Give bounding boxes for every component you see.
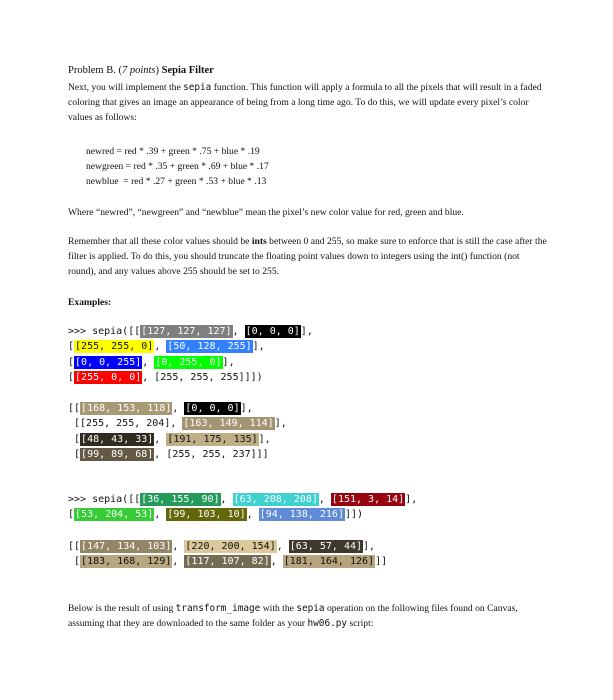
code-text: [ — [68, 449, 81, 461]
code-text: , — [154, 341, 167, 353]
formula-newred: newred = red * .39 + green * .75 + blue * .19 — [86, 146, 260, 157]
code-text: ]]) — [344, 509, 364, 521]
code-text: ], — [258, 433, 271, 445]
pixel-swatch: [191, 175, 135] — [167, 433, 258, 445]
pixel-swatch: [147, 134, 103] — [81, 541, 172, 552]
pixel-swatch: [63, 208, 208] — [233, 494, 318, 505]
code-text: [[ — [68, 541, 81, 552]
code-text: , — [172, 403, 185, 414]
pixel-swatch: [36, 155, 90] — [141, 494, 220, 505]
example-result-1 — [68, 401, 287, 463]
code-text: , — [270, 556, 283, 568]
where-paragraph: Where “newred”, “newgreen” and “newblue” mean the pixel’s new color value for red, green and blue. — [68, 207, 464, 218]
code-text: [ — [68, 356, 75, 368]
code-line — [68, 401, 287, 416]
code-text: [ — [68, 509, 75, 521]
code-text: ], — [274, 418, 287, 430]
code-text: , — [276, 541, 289, 552]
pixel-swatch: [168, 153, 118] — [81, 403, 172, 414]
code-text: , — [246, 509, 259, 521]
pixel-swatch: [0, 0, 0] — [185, 403, 240, 414]
pixel-swatch: [183, 168, 129] — [81, 556, 172, 568]
code-text: ], — [222, 356, 235, 368]
code-text: [ — [68, 372, 75, 384]
formula-newblue: newblue = red * .27 + green * .53 + blue * .13 — [86, 176, 267, 187]
pixel-swatch: [63, 57, 44] — [289, 541, 363, 552]
pixel-swatch: [0, 0, 255] — [75, 356, 142, 368]
code-text: , — [142, 356, 155, 368]
pixel-swatch: [117, 107, 82] — [185, 556, 270, 568]
pixel-swatch: [99, 103, 10] — [167, 509, 246, 521]
pixel-swatch: [53, 204, 53] — [75, 509, 154, 521]
example-call-1 — [68, 324, 313, 386]
code-text: , [255, 255, 237]]] — [154, 449, 269, 461]
code-text: >>> sepia([[ — [68, 494, 141, 505]
pixel-swatch: [255, 255, 0] — [75, 341, 154, 353]
pixel-swatch: [50, 128, 255] — [167, 341, 252, 353]
code-text: , — [318, 494, 331, 505]
code-text: ], — [252, 341, 265, 353]
code-text: , — [220, 494, 233, 505]
code-text: ], — [300, 326, 313, 337]
pixel-swatch: [220, 200, 154] — [185, 541, 276, 552]
example-call-2 — [68, 492, 417, 523]
code-text: , — [154, 509, 167, 521]
pixel-swatch: [255, 0, 0] — [75, 372, 142, 384]
pixel-swatch: [127, 127, 127] — [141, 326, 232, 337]
code-line — [68, 355, 313, 370]
code-text: [ — [68, 556, 81, 568]
sepia-code: sepia — [183, 82, 212, 93]
code-text: ], — [405, 494, 418, 505]
code-line — [68, 539, 387, 554]
formula-block — [86, 144, 566, 189]
code-line — [68, 324, 313, 339]
pixel-swatch: [181, 164, 126] — [283, 556, 375, 568]
pixel-swatch: [94, 138, 216] — [259, 509, 344, 521]
code-text: , — [172, 541, 185, 552]
code-line — [68, 339, 313, 354]
pixel-swatch: [0, 0, 0] — [245, 326, 300, 337]
code-text: [[255, 255, 204], — [68, 418, 183, 430]
examples-label: Examples: — [68, 297, 112, 308]
code-line — [68, 432, 287, 447]
code-line — [68, 370, 313, 385]
code-text: [[ — [68, 403, 81, 414]
pixel-swatch: [163, 149, 114] — [183, 418, 274, 430]
code-line — [68, 554, 387, 569]
pixel-swatch: [48, 43, 33] — [81, 433, 154, 445]
code-line — [68, 416, 287, 431]
code-text: ], — [240, 403, 253, 414]
code-text: [ — [68, 341, 75, 353]
code-line — [68, 447, 287, 462]
pixel-swatch: [99, 89, 68] — [81, 449, 154, 461]
pixel-swatch: [0, 255, 0] — [155, 356, 222, 368]
code-text: , — [172, 556, 185, 568]
below-paragraph: Below is the result of using transform_image with the sepia operation on the following files found on Canvas, assuming that they are downloaded to the same folder as your hw06.py script: — [68, 603, 518, 629]
remember-paragraph: Remember that all these color values should be ints between 0 and 255, so make sure to enforce that is still the case after the filter is applied. To do this, you should truncate the floating point values down to integers using the int() function (not round), and any values above 255 should be set to 255. — [68, 236, 547, 277]
code-text: , [255, 255, 255]]]) — [142, 372, 263, 384]
code-line — [68, 492, 417, 507]
problem-heading: Problem B. (7 points) Sepia Filter — [68, 65, 214, 76]
code-text: , — [232, 326, 245, 337]
code-text: , — [154, 433, 167, 445]
intro-paragraph: Next, you will implement the sepia function. This function will apply a formula to all the pixels that will result in a faded coloring that gives an image an appearance of being from a long time ago. To do this, we will update every pixel’s color values as follows: — [68, 82, 542, 123]
code-line — [68, 507, 417, 522]
pixel-swatch: [151, 3, 14] — [331, 494, 405, 505]
code-text: ]] — [375, 556, 388, 568]
code-text: [ — [68, 433, 81, 445]
code-text: >>> sepia([[ — [68, 326, 141, 337]
formula-newgreen: newgreen = red * .35 + green * .69 + blue * .17 — [86, 161, 269, 172]
example-result-2 — [68, 539, 387, 570]
code-text: ], — [363, 541, 376, 552]
